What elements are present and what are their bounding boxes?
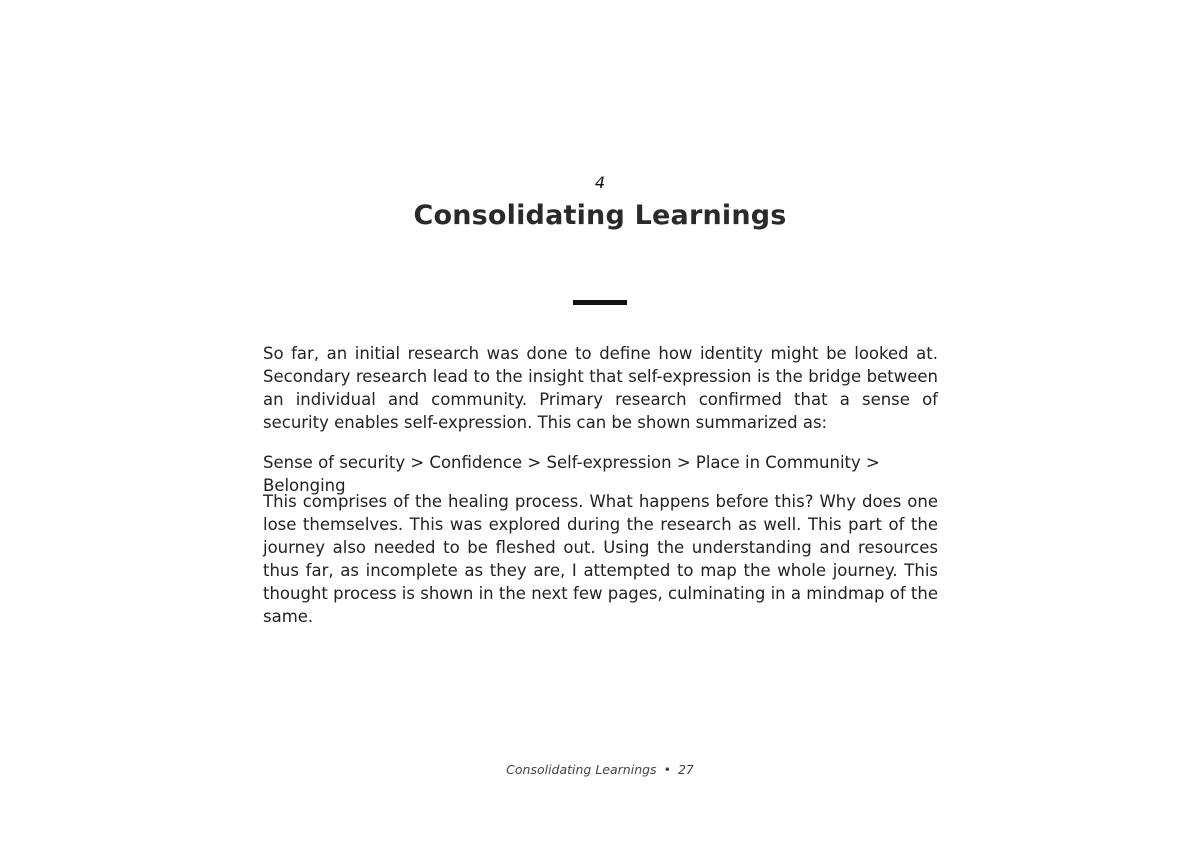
page-footer [0, 762, 1200, 777]
chapter-number: 4 [594, 173, 606, 192]
chapter-title: Consolidating Learnings [413, 200, 787, 231]
page-number: 27 [677, 762, 694, 777]
paragraph-progression: Sense of security > Confidence > Self-expression > Place in Community > Belonging [263, 453, 880, 495]
footer-section-title: Consolidating Learnings [506, 762, 657, 777]
paragraph-intro: So far, an initial research was done to define how identity might be looked at. Secondary research lead to the insight that self-expression is the bridge between an individual and community. Primary research confirmed that a sense of security enables self-expression. This can be shown summarized as: [263, 344, 938, 432]
title-divider [573, 300, 627, 305]
footer-separator: • [663, 762, 671, 777]
paragraph-journey: This comprises of the healing process. What happens before this? Why does one lose themselves. This was explored during the research as well. This part of the journey also needed to be fleshed out. Using the understanding and resources thus far, as incomplete as they are, I attempted to map the whole journey. This thought process is shown in the next few pages, culminating in a mindmap of the same. [263, 492, 938, 626]
